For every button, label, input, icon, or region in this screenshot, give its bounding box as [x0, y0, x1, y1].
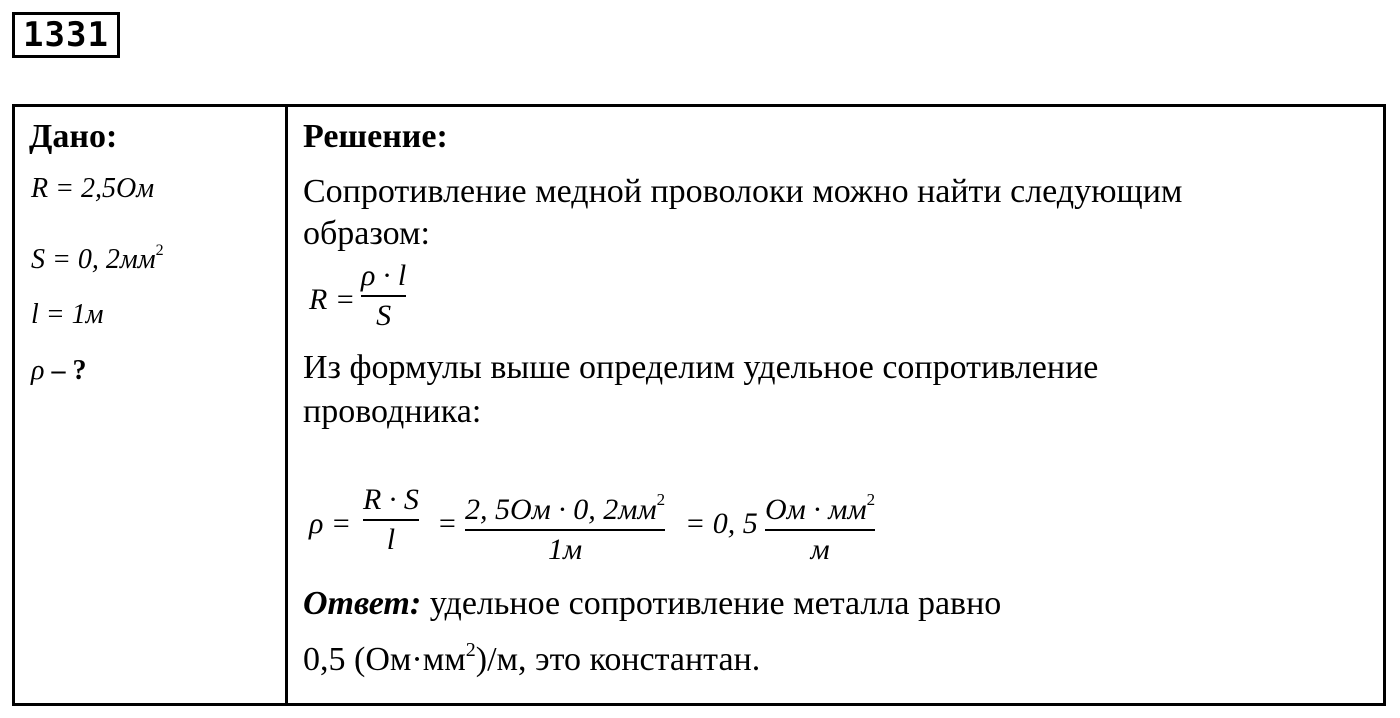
formula-rho-eq-1: =: [437, 507, 458, 540]
formula-rho-fraction-1: R · S l: [363, 483, 419, 556]
solution-text-2-line-2: проводника:: [303, 393, 482, 430]
solution-text-1-line-2: образом:: [303, 215, 430, 252]
answer-line-1: Ответ: удельное сопротивление металла равно: [303, 585, 1002, 622]
formula-rho-eq-2: = 0, 5: [685, 507, 758, 540]
formula-resistance-lhs: R =: [309, 283, 356, 316]
given-area: S = 0, $2мм^2$: [31, 242, 164, 275]
formula-rho-lhs: ρ =: [309, 507, 352, 540]
given-unknown: ρ – ?: [31, 355, 87, 386]
formula-resistance-fraction: ρ · l S: [361, 259, 407, 332]
formula-rho-fraction-2: 2, 5Ом · 0, $2мм^2$ 1м: [465, 490, 666, 566]
task-table: [12, 104, 1386, 706]
answer-line-2: 0,5 $(Ом\cdot мм^2)/м$, это константан.: [303, 639, 761, 678]
task-number: 1331: [12, 12, 120, 58]
column-divider: [285, 107, 288, 703]
given-length: l = 1м: [31, 299, 104, 330]
formula-rho-fraction-3: Ом · $мм^2$ м: [765, 490, 876, 566]
solution-heading: Решение:: [303, 118, 448, 155]
given-heading: Дано:: [29, 118, 118, 155]
solution-text-1-line-1: Сопротивление медной проволоки можно найти следующим: [303, 173, 1183, 210]
given-resistance: R = 2,5Ом: [31, 173, 155, 204]
solution-text-2-line-1: Из формулы выше определим удельное сопротивление: [303, 349, 1099, 386]
